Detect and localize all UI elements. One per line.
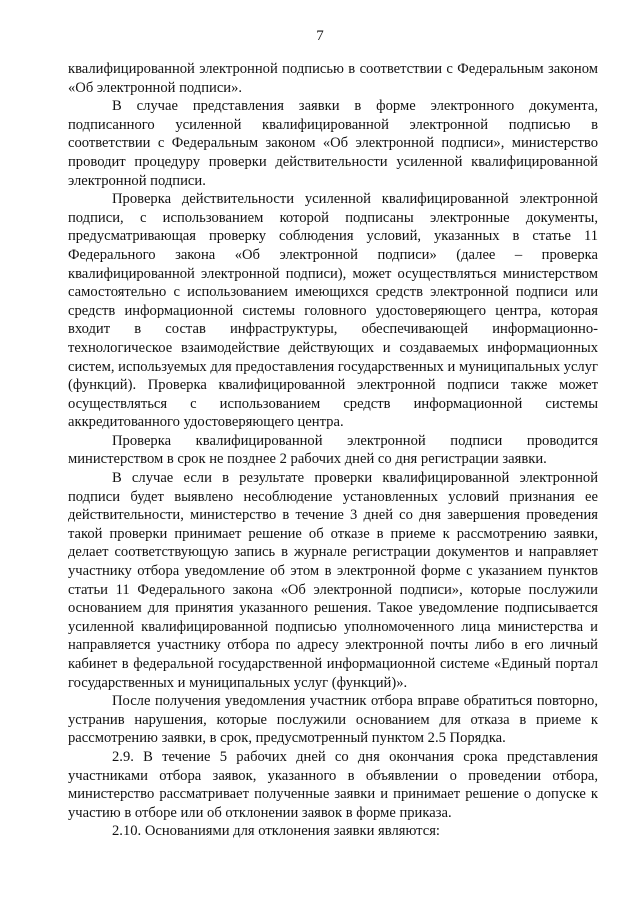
paragraph-clause-2-10: 2.10. Основаниями для отклонения заявки являются:	[112, 823, 440, 840]
paragraph-verification-deadline: Проверка квалифицированной электронной подписи проводится министерством в срок не позднее 2 рабочих дней со дня регистрации заявки.	[68, 432, 598, 468]
document-body	[68, 60, 598, 841]
paragraph-refusal-procedure: В случае если в результате проверки квалифицированной электронной подписи будет выявлено несоблюдение установленных условий признания ее действительности, министерство в течение 3 дней со дня завершения проведения такой проверки принимает решение об отказе в приеме к рассмотрению заявки, делает соответствующую запись в журнале регистрации документов и направляет участнику отбора уведомление об этом в электронной форме с указанием пунктов статьи 11 Федерального закона «Об электронной подписи», которые послужили основанием для принятия указанного решения. Такое уведомление подписывается усиленной квалифицированной подписью уполномоченного лица министерства и направляется участнику отбора по адресу электронной почты либо в его личный кабинет в федеральной государственной информационной системе «Единый портал государственных и муниципальных услуг (функций)».	[68, 470, 598, 691]
paragraph-signature-verification: Проверка действительности усиленной квалифицированной электронной подписи, с использованием которой подписаны электронные документы, предусматривающая проверку соблюдения условий, указанных в статье 11 Федерального закона «Об электронной подписи» (далее – проверка квалифицированной электронной подписи), может осуществляться министерством самостоятельно с использованием имеющихся средств электронной подписи или средств информационной системы головного удостоверяющего центра, которая входит в состав инфраструктуры, обеспечивающей информационно-технологическое взаимодействие действующих и создаваемых информационных систем, используемых для предоставления государственных и муниципальных услуг (функций). Проверка квалифицированной электронной подписи также может осуществляться с использованием средств информационной системы аккредитованного удостоверяющего центра.	[68, 191, 598, 431]
paragraph-resubmission: После получения уведомления участник отбора вправе обратиться повторно, устранив нарушения, которые послужили основанием для отказа в приеме к рассмотрению заявки, в срок, предусмотренный пунктом 2.5 Порядка.	[68, 693, 598, 747]
paragraph-electronic-document: В случае представления заявки в форме электронного документа, подписанного усиленной квалифицированной электронной подписью в соответствии с Федеральным законом «Об электронной подписи», министерство проводит процедуру проверки действительности усиленной квалифицированной электронной подписи.	[68, 98, 598, 189]
paragraph-continuation: квалифицированной электронной подписью в соответствии с Федеральным законом «Об электронной подписи».	[68, 61, 598, 96]
page-number: 7	[316, 28, 324, 44]
paragraph-clause-2-9: 2.9. В течение 5 рабочих дней со дня окончания срока представления участниками отбора заявок, указанного в объявлении о проведении отбора, министерство рассматривает полученные заявки и принимает решение о допуске к участию в отборе или об отклонении заявок в форме приказа.	[68, 748, 598, 821]
